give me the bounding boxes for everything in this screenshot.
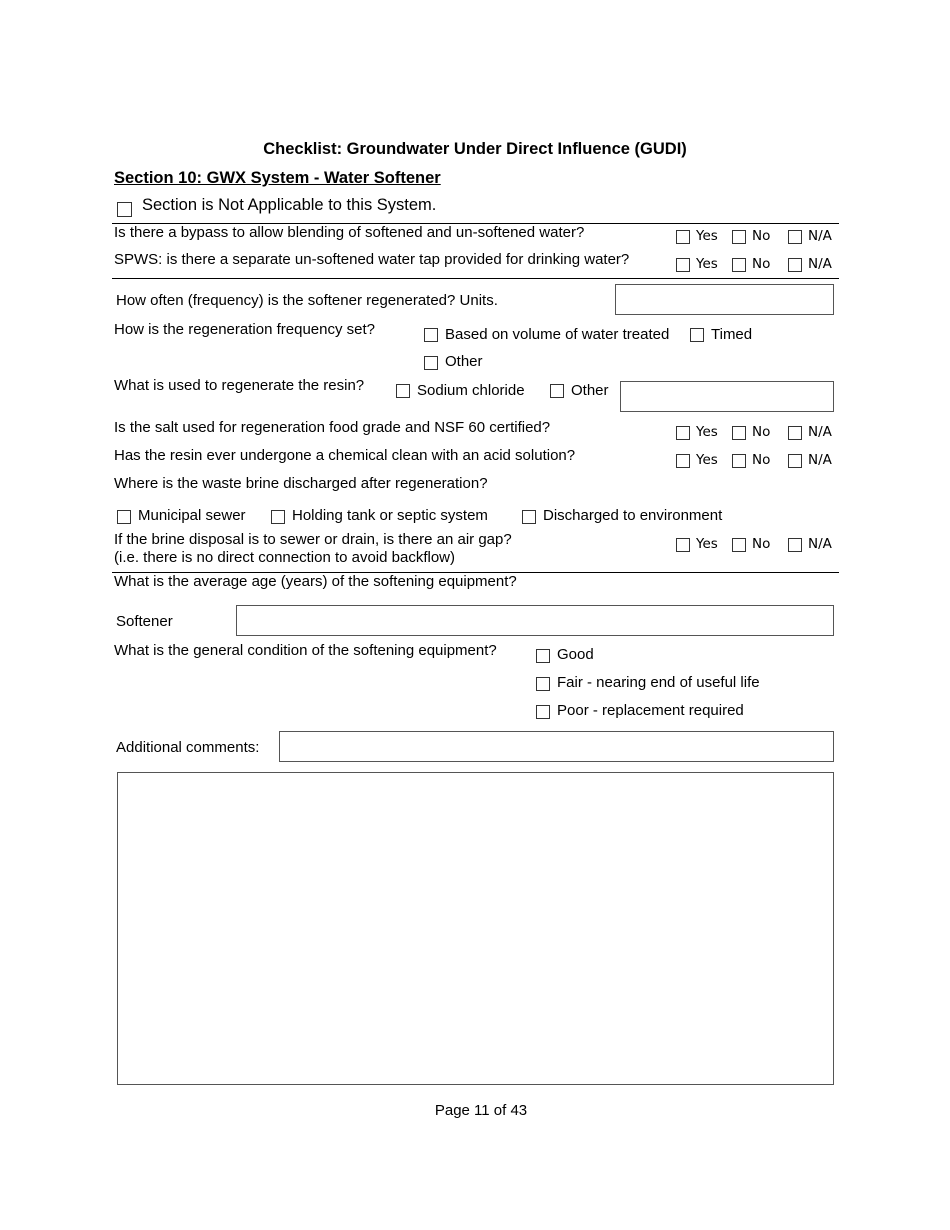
salt-no-checkbox[interactable] [732,426,746,440]
airgap-na-checkbox[interactable] [788,538,802,552]
brine-municipal-label: Municipal sewer [138,507,246,524]
question-acid-clean: Has the resin ever undergone a chemical clean with an acid solution? [114,447,576,464]
salt-yes-checkbox[interactable] [676,426,690,440]
tap-na-label: N/A [808,256,832,272]
freq-timed-label: Timed [711,326,753,343]
page-title: Checklist: Groundwater Under Direct Influence (GUDI) [263,140,687,158]
condition-poor-checkbox[interactable] [536,705,550,719]
salt-na-label: N/A [808,424,832,440]
bypass-no-checkbox[interactable] [732,230,746,244]
bypass-na-label: N/A [808,228,832,244]
question-equipment-age: What is the average age (years) of the softening equipment? [114,573,517,590]
question-regen-resin: What is used to regenerate the resin? [114,377,365,394]
condition-fair-label: Fair - nearing end of useful life [557,674,760,691]
tap-no-checkbox[interactable] [732,258,746,272]
question-separate-tap: SPWS: is there a separate un-softened water tap provided for drinking water? [114,251,630,268]
acid-yes-checkbox[interactable] [676,454,690,468]
question-air-gap: If the brine disposal is to sewer or drain, is there an air gap? [114,531,512,548]
comments-textarea[interactable] [117,772,834,1085]
airgap-no-checkbox[interactable] [732,538,746,552]
not-applicable-checkbox[interactable] [117,202,132,217]
question-bypass: Is there a bypass to allow blending of softened and un-softened water? [114,224,585,241]
freq-volume-checkbox[interactable] [424,328,438,342]
acid-no-label: No [752,452,771,468]
bypass-na-checkbox[interactable] [788,230,802,244]
question-air-gap-note: (i.e. there is no direct connection to avoid backflow) [114,549,456,566]
tap-yes-checkbox[interactable] [676,258,690,272]
question-brine-discharge: Where is the waste brine discharged after regeneration? [114,475,488,492]
section-title: Section 10: GWX System - Water Softener [114,169,441,187]
condition-good-checkbox[interactable] [536,649,550,663]
airgap-yes-checkbox[interactable] [676,538,690,552]
brine-holding-label: Holding tank or septic system [292,507,488,524]
brine-holding-checkbox[interactable] [271,510,285,524]
tap-no-label: No [752,256,771,272]
salt-na-checkbox[interactable] [788,426,802,440]
freq-timed-checkbox[interactable] [690,328,704,342]
question-frequency-set: How is the regeneration frequency set? [114,321,375,338]
softener-label: Softener [116,613,173,630]
resin-other-label: Other [571,382,609,399]
airgap-na-label: N/A [808,536,832,552]
question-equipment-condition: What is the general condition of the softening equipment? [114,642,497,659]
freq-other-label: Other [445,353,483,370]
additional-comments-input[interactable] [279,731,834,762]
brine-municipal-checkbox[interactable] [117,510,131,524]
not-applicable-label: Section is Not Applicable to this System. [142,196,437,214]
question-regen-frequency: How often (frequency) is the softener regenerated? Units. [116,292,498,309]
acid-yes-label: Yes [696,452,718,468]
condition-good-label: Good [557,646,594,663]
freq-volume-label: Based on volume of water treated [445,326,670,343]
additional-comments-label: Additional comments: [116,739,260,756]
bypass-yes-checkbox[interactable] [676,230,690,244]
resin-other-input[interactable] [620,381,834,412]
airgap-yes-label: Yes [696,536,718,552]
freq-other-checkbox[interactable] [424,356,438,370]
tap-na-checkbox[interactable] [788,258,802,272]
salt-yes-label: Yes [696,424,718,440]
acid-na-checkbox[interactable] [788,454,802,468]
condition-fair-checkbox[interactable] [536,677,550,691]
condition-poor-label: Poor - replacement required [557,702,744,719]
brine-environment-label: Discharged to environment [543,507,723,524]
resin-sodium-label: Sodium chloride [417,382,525,399]
resin-other-checkbox[interactable] [550,384,564,398]
resin-sodium-checkbox[interactable] [396,384,410,398]
acid-no-checkbox[interactable] [732,454,746,468]
bypass-no-label: No [752,228,771,244]
softener-age-input[interactable] [236,605,834,636]
question-salt-nsf: Is the salt used for regeneration food grade and NSF 60 certified? [114,419,551,436]
bypass-yes-label: Yes [696,228,718,244]
divider [112,278,839,279]
tap-yes-label: Yes [696,256,718,272]
airgap-no-label: No [752,536,771,552]
acid-na-label: N/A [808,452,832,468]
page-number: Page 11 of 43 [434,1102,528,1119]
brine-environment-checkbox[interactable] [522,510,536,524]
salt-no-label: No [752,424,771,440]
regen-frequency-input[interactable] [615,284,834,315]
